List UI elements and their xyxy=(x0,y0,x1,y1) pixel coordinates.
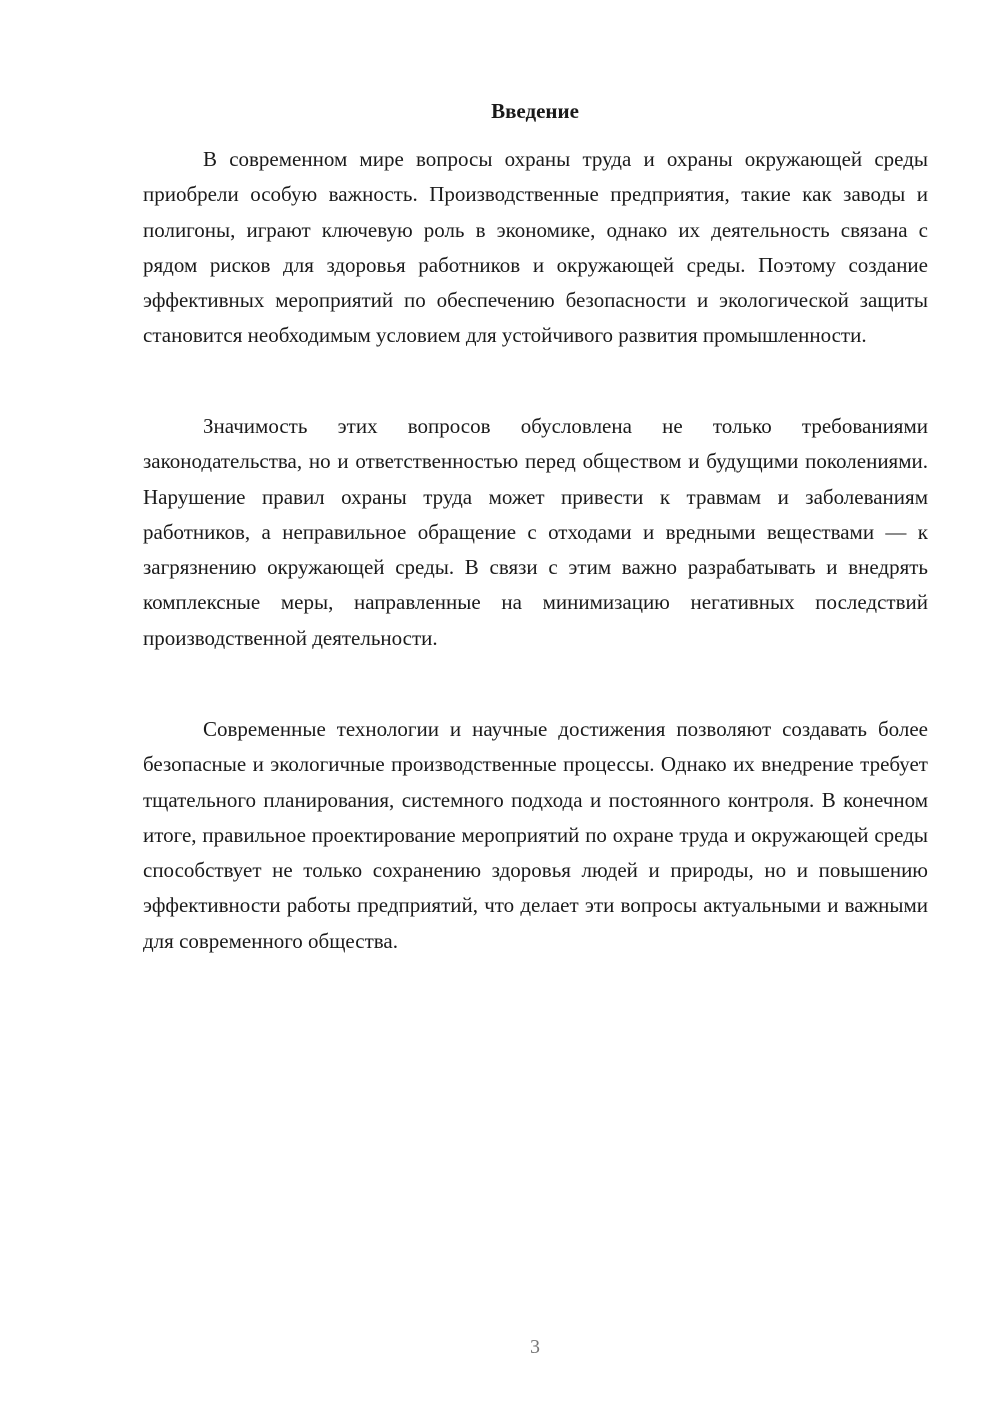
paragraph-2: Значимость этих вопросов обусловлена не только требованиями законодательства, но и ответственностью перед обществом и будущими поколениями. Нарушение правил охраны труда может привести к травмам и заболеваниям работников, а неправильное обращение с отходами и вредными веществами — к загрязнению окружающей среды. В связи с этим важно разрабатывать и внедрять комплексные меры, направленные на минимизацию негативных последствий производственной деятельности. xyxy=(143,414,928,650)
page-number: 3 xyxy=(530,1336,540,1358)
paragraph-1: В современном мире вопросы охраны труда и охраны окружающей среды приобрели особую важность. Производственные предприятия, такие как заводы и полигоны, играют ключевую роль в экономике, однако их деятельность связана с рядом рисков для здоровья работников и окружающей среды. Поэтому создание эффективных мероприятий по обеспечению безопасности и экологической защиты становится необходимым условием для устойчивого развития промышленности. xyxy=(143,147,928,348)
section-heading: Введение xyxy=(491,99,579,123)
paragraph-3: Современные технологии и научные достижения позволяют создавать более безопасные и экологичные производственные процессы. Однако их внедрение требует тщательного планирования, системного подхода и постоянного контроля. В конечном итоге, правильное проектирование мероприятий по охране труда и окружающей среды способствует не только сохранению здоровья людей и природы, но и повышению эффективности работы предприятий, что делает эти вопросы актуальными и важными для современного общества. xyxy=(143,717,928,953)
